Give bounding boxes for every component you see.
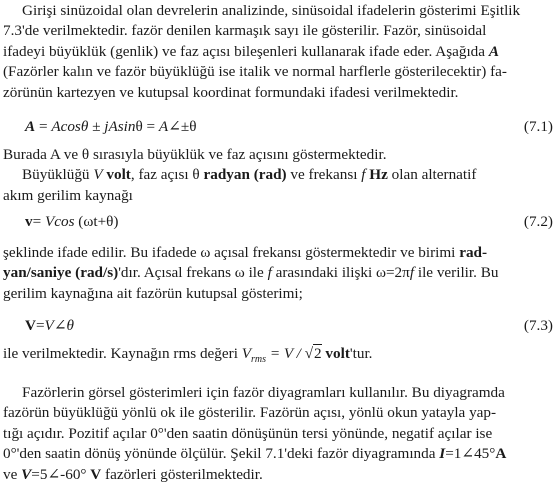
p5-I-value: =1∠45°	[445, 445, 496, 463]
p3-unit-b: yan/saniye (rad/s)	[3, 264, 119, 282]
eq3-equals: =	[35, 317, 45, 334]
intro-line-3	[3, 42, 553, 62]
intro-line-1: Girişi sinüzoidal olan devrelerin analizinde, sinüsoidal ifadelerin gösterimi Eşitlik	[22, 2, 521, 19]
p2-volt: volt	[102, 166, 131, 184]
eq1-amp-3: A	[158, 118, 169, 135]
p4-volt: volt	[321, 345, 350, 362]
p2-radyan: radyan (rad)	[203, 166, 287, 184]
p3-line-3: gerilim kaynağına ait fazörün kutupsal gösterimi;	[3, 284, 303, 302]
eq3-rhs: V∠θ	[44, 317, 75, 334]
equation-7-1	[3, 117, 553, 137]
intro-line-3-text: ifadeyi büyüklük (genlik) ve faz açısı bileşenleri kullanarak ifade eder. Aşağıda	[3, 42, 489, 60]
p5-V: V	[21, 465, 32, 483]
p3-text-c: arasındaki ilişki ω=2π	[271, 264, 410, 282]
p5-V-value: =5∠-60°	[31, 465, 91, 483]
eq1-cos-term: cosθ ±	[60, 118, 105, 135]
eq1-sin-term: jAsin	[104, 118, 136, 135]
p4-tail: 'tur.	[349, 345, 373, 362]
p3-line-2	[3, 263, 553, 283]
equation-number-7-2: (7.2)	[523, 213, 553, 230]
p5-tail: fazörleri gösterilmektedir.	[101, 465, 263, 483]
eq2-equals: =	[32, 213, 45, 230]
p5-A-unit: A	[495, 445, 507, 463]
intro-line-5: zörünün kartezyen ve kutupsal koordinat formundaki ifadesi verilmektedir.	[3, 83, 459, 101]
p2-text-b: , faz açısı θ	[130, 166, 204, 184]
equation-7-2-body	[25, 212, 118, 232]
intro-line-2: 7.3'de verilmektedir. fazör denilen karmaşık sayı ile gösterilir. Fazör, sinüsoidal	[3, 22, 487, 40]
p5-I: I	[439, 445, 446, 463]
eq2-vcos: Vcos	[44, 213, 75, 230]
p5-text-a: 0°'den saatin dönüş yönünde ölçülür. Şekil 7.1'deki fazör diyagramında	[3, 445, 440, 463]
p5-ve: ve	[3, 465, 22, 483]
p2-text-a: Büyüklüğü	[22, 166, 94, 184]
p4-text: ile verilmektedir. Kaynağın rms değeri	[3, 345, 242, 362]
p2-Hz: Hz	[365, 166, 388, 184]
p4-line-1	[3, 344, 553, 370]
p5-line-3: tığı açıdır. Pozitif açılar 0°'den saatin dönüşünün tersi yönünde, negatif açılar ise	[3, 424, 493, 442]
p3-text-d: ile verilir. Bu	[414, 264, 499, 282]
p2-V: V	[93, 166, 103, 184]
p5-line-5	[3, 465, 553, 485]
p3-f2: f	[409, 264, 415, 282]
p5-line-2: fazörün büyüklüğü yönlü ok ile gösterilir. Fazörün açısı, yönlü okun yatayla yap-	[3, 404, 497, 422]
intro-paragraph	[3, 1, 553, 103]
p4-rms-sub: rms	[251, 354, 267, 366]
equation-7-3	[3, 316, 553, 336]
p3-f: f	[267, 264, 272, 282]
p2-text-d: olan alternatif	[387, 166, 477, 184]
equation-number-7-1: (7.1)	[523, 118, 553, 135]
p4-Vrms: V	[241, 345, 251, 362]
eq1-lhs: A	[25, 118, 36, 135]
eq3-lhs: V	[25, 317, 36, 334]
eq1-equals: =	[35, 118, 52, 135]
paragraph-2	[3, 145, 553, 206]
p2-line-3: akım gerilim kaynağı	[3, 186, 133, 204]
eq2-lhs: v	[25, 213, 33, 230]
p3-text-a: şeklinde ifade edilir. Bu ifadede ω açısal frekansı göstermektedir ve birimi	[3, 244, 460, 261]
sqrt-symbol: √	[304, 345, 314, 362]
p2-text-c: ve frekansı	[286, 166, 362, 184]
p2-line-1: Burada A ve θ sırasıyla büyüklük ve faz açısını göstermektedir.	[3, 146, 387, 163]
p5-line-1: Fazörlerin görsel gösterimleri için fazör diyagramları kullanılır. Bu diyagramda	[22, 384, 505, 401]
p4-eq: = V /	[266, 345, 305, 362]
p2-line-2	[3, 165, 553, 185]
p3-unit-a: rad-	[459, 244, 488, 261]
p5-V-unit: V	[90, 465, 102, 483]
eq2-arg: (ωt+θ)	[74, 213, 119, 230]
paragraph-4	[3, 344, 553, 370]
equation-7-2	[3, 212, 553, 232]
p3-line-1	[3, 243, 553, 263]
p5-line-4	[3, 444, 553, 464]
intro-line-4: (Fazörler kalın ve fazör büyüklüğü ise italik ve normal harflerle gösterilecektir) fa-	[3, 63, 507, 81]
eq1-theta: θ =	[135, 118, 159, 135]
equation-7-3-body	[25, 316, 74, 336]
paragraph-3	[3, 243, 553, 304]
eq1-amp-1: A	[51, 118, 61, 135]
p2-f: f	[361, 166, 366, 184]
sqrt-argument: 2	[314, 345, 322, 362]
p3-text-b: 'dır. Açısal frekans ω ile	[118, 264, 268, 282]
paragraph-5	[3, 383, 553, 485]
eq1-angle: ∠±θ	[168, 118, 197, 135]
equation-7-1-body	[25, 117, 197, 137]
phasor-symbol: A	[488, 42, 499, 60]
equation-number-7-3: (7.3)	[523, 317, 553, 334]
